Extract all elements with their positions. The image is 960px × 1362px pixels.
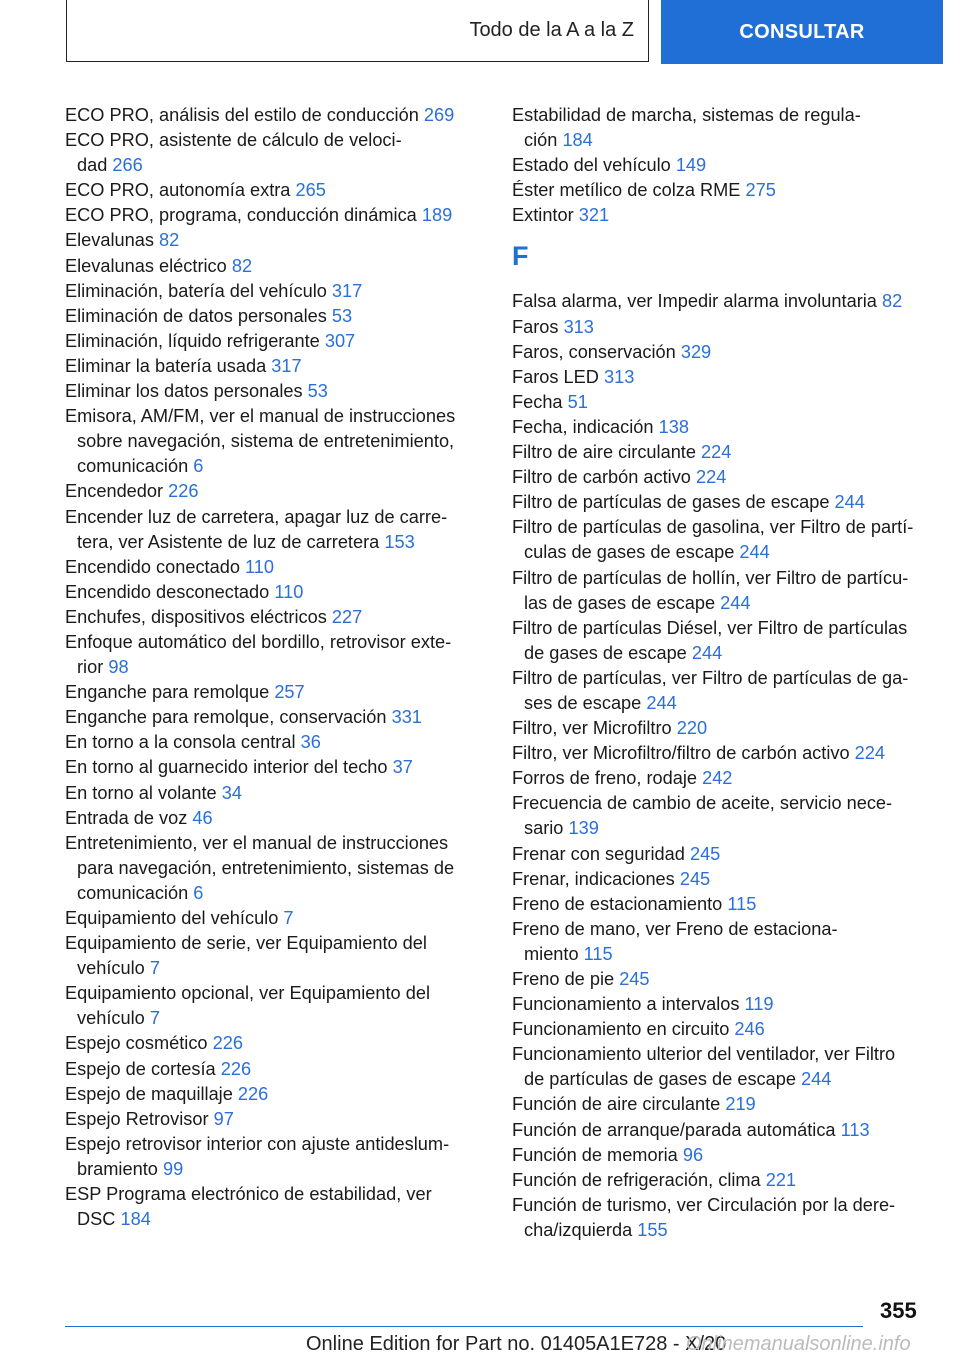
index-entry	[512, 1118, 932, 1143]
index-entry	[65, 605, 495, 630]
page-reference-link[interactable]: 110	[274, 581, 304, 602]
index-entry	[512, 616, 932, 666]
entry-text-line: Freno de mano, ver Freno de estaciona-	[512, 918, 838, 939]
entry-text-line: Filtro de aire circulante	[512, 442, 696, 463]
index-group-f	[512, 289, 932, 1243]
section-letter-heading: F	[512, 241, 529, 272]
index-entry	[65, 1057, 495, 1082]
entry-text-line: Función de refrigeración, clima	[512, 1169, 761, 1190]
entry-text-line: Funcionamiento ulterior del ventilador, ver Filtro	[512, 1044, 896, 1065]
entry-text-line: Filtro de partículas de gases de escape	[512, 492, 830, 513]
entry-text-line: Equipamiento de serie, ver Equipamiento del	[65, 933, 427, 954]
footer-divider	[65, 1326, 863, 1327]
index-entry	[65, 404, 495, 479]
page-reference-link[interactable]: 53	[331, 305, 353, 326]
entry-text-line: Espejo retrovisor interior con ajuste antideslum-	[65, 1133, 450, 1154]
index-entry	[512, 515, 932, 565]
page-reference-link[interactable]: 97	[213, 1108, 234, 1129]
page-reference-link[interactable]: 115	[583, 943, 613, 964]
entry-text-line: Enfoque automático del bordillo, retrovisor exte-	[65, 631, 452, 652]
index-column-left	[65, 103, 495, 1232]
index-group-e-continued	[512, 103, 932, 228]
page-reference-link[interactable]: 46	[192, 807, 213, 828]
index-entry	[65, 228, 495, 253]
page-reference-link[interactable]: 244	[834, 492, 865, 513]
entry-text-line: Función de turismo, ver Circulación por la dere-	[512, 1194, 896, 1215]
index-entry	[512, 390, 932, 415]
index-entry	[512, 315, 932, 340]
page-reference-link[interactable]: 224	[854, 743, 886, 764]
entry-text-line: Encendedor	[65, 481, 164, 502]
page-reference-link[interactable]: 269	[423, 105, 455, 125]
index-entry	[512, 1017, 932, 1042]
entry-text-line: Encendido desconectado	[65, 581, 270, 602]
page-reference-link[interactable]: 226	[168, 481, 199, 502]
entry-text-line: ECO PRO, programa, conducción dinámica	[65, 205, 417, 226]
index-entry	[512, 103, 932, 153]
page-reference-link[interactable]: 265	[295, 180, 326, 201]
index-entry	[65, 931, 495, 981]
page-reference-link[interactable]: 313	[563, 316, 594, 337]
entry-text-line: cha/izquierda	[524, 1219, 633, 1240]
tab-consultar[interactable]: CONSULTAR	[661, 0, 943, 64]
watermark-site: Onlinemanualsonline.info	[686, 1333, 911, 1355]
page-reference-link[interactable]: 36	[300, 732, 321, 753]
page-reference-link[interactable]: 149	[675, 155, 707, 176]
index-entry	[65, 555, 495, 580]
index-entry	[512, 892, 932, 917]
page-reference-link[interactable]: 184	[120, 1209, 151, 1230]
page-reference-link[interactable]: 244	[691, 642, 723, 663]
page-reference-link[interactable]: 138	[658, 416, 689, 437]
entry-text-line: ECO PRO, asistente de cálculo de veloci-	[65, 130, 402, 151]
page-reference-link[interactable]: 119	[744, 994, 774, 1015]
page-number: 355	[880, 1298, 917, 1323]
index-entry	[65, 128, 495, 178]
page-reference-link[interactable]: 220	[676, 718, 708, 739]
entry-text-line: culas de gases de escape	[524, 542, 735, 563]
index-entry	[512, 415, 932, 440]
index-entry	[65, 806, 495, 831]
index-entry	[65, 329, 495, 354]
page-reference-link[interactable]: 307	[324, 330, 356, 351]
entry-text-line: bramiento	[77, 1158, 158, 1179]
entry-text-line: Elevalunas eléctrico	[65, 255, 227, 276]
entry-text-line: Enganche para remolque	[65, 682, 270, 703]
page-reference-link[interactable]: 266	[112, 155, 143, 176]
index-entry	[65, 505, 495, 555]
entry-text-line: Filtro de carbón activo	[512, 467, 691, 488]
entry-text-line: En torno al volante	[65, 782, 217, 803]
entry-text-line: Funcionamiento a intervalos	[512, 994, 740, 1015]
entry-text-line: Eliminación de datos personales	[65, 305, 327, 326]
page-reference-link[interactable]: 331	[391, 707, 422, 728]
entry-text-line: En torno al guarnecido interior del techo	[65, 757, 388, 778]
index-entry	[65, 379, 495, 404]
index-entry	[512, 1193, 932, 1243]
page-reference-link[interactable]: 6	[193, 882, 204, 903]
index-entry	[65, 705, 495, 730]
entry-text-line: rior	[77, 657, 104, 678]
index-entry	[512, 153, 932, 178]
entry-text-line: Entrada de voz	[65, 807, 188, 828]
entry-text-line: En torno a la consola central	[65, 732, 296, 753]
page-reference-link[interactable]: 99	[162, 1158, 184, 1179]
index-entry	[65, 630, 495, 680]
page-reference-link[interactable]: 221	[765, 1169, 797, 1190]
index-entry	[65, 781, 495, 806]
entry-text-line: ECO PRO, análisis del estilo de conducción	[65, 105, 419, 125]
entry-text-line: Enchufes, dispositivos eléctricos	[65, 606, 327, 627]
index-entry	[512, 289, 932, 314]
index-entry	[512, 566, 932, 616]
entry-text-line: Filtro, ver Microfiltro	[512, 718, 672, 739]
index-entry	[65, 1031, 495, 1056]
index-entry	[512, 1042, 932, 1092]
page-reference-link[interactable]: 51	[567, 391, 588, 412]
entry-text-line: Faros, conservación	[512, 341, 676, 362]
entry-text-line: Espejo Retrovisor	[65, 1108, 209, 1129]
entry-text-line: Faros	[512, 316, 559, 337]
entry-text-line: Frecuencia de cambio de aceite, servicio nece-	[512, 793, 893, 814]
entry-text-line: Funcionamiento en circuito	[512, 1019, 730, 1040]
entry-text-line: Enganche para remolque, conservación	[65, 707, 387, 728]
index-entry	[512, 666, 932, 716]
entry-text-line: ción	[524, 130, 558, 151]
page-reference-link[interactable]: 321	[578, 205, 610, 226]
entry-text-line: DSC	[77, 1209, 116, 1230]
entry-text-line: Fecha	[512, 391, 563, 412]
entry-text-line: Función de memoria	[512, 1144, 678, 1165]
index-entry	[512, 1168, 932, 1193]
entry-text-line: Freno de estacionamiento	[512, 893, 723, 914]
entry-text-line: Función de arranque/parada automática	[512, 1119, 836, 1140]
page-reference-link[interactable]: 96	[682, 1144, 704, 1165]
page-reference-link[interactable]: 7	[149, 958, 160, 979]
index-entry	[65, 1182, 495, 1232]
page-reference-link[interactable]: 189	[421, 205, 453, 226]
entry-text-line: ses de escape	[524, 692, 642, 713]
page-reference-link[interactable]: 224	[701, 442, 732, 463]
page-reference-link[interactable]: 246	[734, 1019, 765, 1040]
page-reference-link[interactable]: 98	[108, 657, 129, 678]
entry-text-line: Éster metílico de colza RME	[512, 180, 741, 201]
entry-text-line: tera, ver Asistente de luz de carretera	[77, 531, 380, 552]
page-reference-link[interactable]: 244	[646, 692, 677, 713]
index-entry	[512, 178, 932, 203]
index-entry	[65, 103, 495, 128]
entry-text-line: Filtro de partículas, ver Filtro de partículas de ga-	[512, 667, 909, 688]
entry-text-line: Espejo cosmético	[65, 1033, 208, 1054]
entry-text-line: miento	[524, 943, 579, 964]
page-reference-link[interactable]: 329	[680, 341, 712, 362]
page-reference-link[interactable]: 82	[231, 255, 253, 276]
index-entry	[512, 741, 932, 766]
page-reference-link[interactable]: 257	[274, 682, 305, 703]
entry-text-line: Eliminar los datos personales	[65, 381, 303, 402]
index-entry	[512, 716, 932, 741]
index-entry	[65, 1107, 495, 1132]
page-reference-link[interactable]: 244	[801, 1069, 832, 1090]
entry-text-line: Filtro de partículas Diésel, ver Filtro de partículas	[512, 617, 908, 638]
page-reference-link[interactable]: 7	[149, 1008, 160, 1029]
entry-text-line: Eliminación, líquido refrigerante	[65, 330, 320, 351]
index-entry	[65, 304, 495, 329]
page-reference-link[interactable]: 53	[307, 381, 328, 402]
entry-text-line: Faros LED	[512, 366, 599, 387]
entry-text-line: Encender luz de carretera, apagar luz de carre-	[65, 506, 448, 527]
page-reference-link[interactable]: 37	[392, 757, 413, 778]
page-reference-link[interactable]: 115	[727, 893, 757, 914]
entry-text-line: Frenar con seguridad	[512, 843, 685, 864]
page-reference-link[interactable]: 224	[696, 467, 727, 488]
page-reference-link[interactable]: 245	[619, 969, 650, 989]
entry-text-line: Filtro de partículas de hollín, ver Filtro de partícu-	[512, 567, 909, 588]
page-reference-link[interactable]: 226	[212, 1033, 243, 1054]
entry-text-line: Fecha, indicación	[512, 416, 654, 437]
index-entry	[512, 365, 932, 390]
entry-text-line: las de gases de escape	[524, 592, 716, 613]
entry-text-line: Elevalunas	[65, 230, 154, 251]
page-reference-link[interactable]: 82	[881, 291, 903, 312]
index-entry	[512, 465, 932, 490]
page-reference-link[interactable]: 6	[193, 456, 204, 477]
entry-text-line: Encendido conectado	[65, 556, 240, 577]
page-reference-link[interactable]: 245	[689, 843, 721, 864]
index-entry	[512, 1092, 932, 1117]
index-entry	[512, 867, 932, 892]
page-reference-link[interactable]: 113	[840, 1119, 870, 1140]
index-entry	[65, 1132, 495, 1182]
index-entry	[65, 279, 495, 304]
index-entry	[65, 906, 495, 931]
entry-text-line: vehículo	[77, 958, 145, 979]
page-reference-link[interactable]: 139	[568, 818, 599, 839]
entry-text-line: comunicación	[77, 456, 189, 477]
entry-text-line: Freno de pie	[512, 969, 615, 989]
entry-text-line: Emisora, AM/FM, ver el manual de instrucciones	[65, 406, 456, 427]
page-reference-link[interactable]: 34	[221, 782, 242, 803]
index-entry	[512, 842, 932, 867]
entry-text-line: dad	[77, 155, 108, 176]
page-reference-link[interactable]: 219	[725, 1094, 756, 1115]
page-reference-link[interactable]: 275	[745, 180, 776, 201]
page-reference-link[interactable]: 313	[604, 366, 635, 387]
index-entry	[65, 580, 495, 605]
entry-text-line: Eliminación, batería del vehículo	[65, 280, 327, 301]
page-reference-link[interactable]: 226	[237, 1083, 269, 1104]
index-entry	[512, 340, 932, 365]
entry-text-line: sobre navegación, sistema de entretenimiento,	[77, 431, 455, 452]
page-reference-link[interactable]: 244	[739, 542, 770, 563]
page-reference-link[interactable]: 317	[331, 280, 363, 301]
index-entry	[512, 992, 932, 1017]
index-column-right	[512, 103, 932, 1243]
page-reference-link[interactable]: 7	[283, 908, 294, 928]
entry-text-line: Estabilidad de marcha, sistemas de regula-	[512, 105, 861, 125]
entry-text-line: de partículas de gases de escape	[524, 1069, 796, 1090]
entry-text-line: Eliminar la batería usada	[65, 355, 267, 376]
page-reference-link[interactable]: 317	[271, 355, 302, 376]
entry-text-line: Espejo de maquillaje	[65, 1083, 233, 1104]
index-entry	[65, 981, 495, 1031]
index-entry	[512, 440, 932, 465]
entry-text-line: Falsa alarma, ver Impedir alarma involuntaria	[512, 291, 877, 312]
entry-text-line: Función de aire circulante	[512, 1094, 721, 1115]
index-entry	[65, 755, 495, 780]
page-reference-link[interactable]: 110	[245, 556, 275, 577]
entry-text-line: de gases de escape	[524, 642, 687, 663]
entry-text-line: Extintor	[512, 205, 574, 226]
index-entry	[65, 831, 495, 906]
entry-text-line: Filtro de partículas de gasolina, ver Filtro de partí-	[512, 517, 914, 538]
page-reference-link[interactable]: 153	[384, 531, 415, 552]
top-navigation	[0, 0, 960, 64]
index-entry	[65, 354, 495, 379]
entry-text-line: Equipamiento del vehículo	[65, 908, 279, 928]
index-entry	[512, 766, 932, 791]
page-reference-link[interactable]: 245	[679, 868, 711, 889]
page-reference-link[interactable]: 244	[720, 592, 751, 613]
entry-text-line: Filtro, ver Microfiltro/filtro de carbón activo	[512, 743, 850, 764]
entry-text-line: sario	[524, 818, 564, 839]
entry-text-line: Frenar, indicaciones	[512, 868, 675, 889]
index-entry	[512, 791, 932, 841]
index-entry	[65, 178, 495, 203]
index-entry	[512, 203, 932, 228]
index-entry	[65, 1082, 495, 1107]
index-entry	[512, 967, 932, 992]
index-entry	[65, 730, 495, 755]
entry-text-line: Entretenimiento, ver el manual de instrucciones	[65, 832, 449, 853]
entry-text-line: para navegación, entretenimiento, sistemas de	[77, 857, 455, 878]
tab-index-a-z[interactable]: Todo de la A a la Z	[66, 0, 649, 62]
index-entry	[512, 917, 932, 967]
entry-text-line: ESP Programa electrónico de estabilidad, ver	[65, 1184, 432, 1205]
index-entry	[512, 490, 932, 515]
entry-text-line: Espejo de cortesía	[65, 1058, 216, 1079]
page-reference-link[interactable]: 227	[331, 606, 363, 627]
page-reference-link[interactable]: 242	[702, 768, 733, 789]
entry-text-line: comunicación	[77, 882, 189, 903]
index-entry	[65, 203, 495, 228]
entry-text-line: ECO PRO, autonomía extra	[65, 180, 291, 201]
index-entry	[65, 479, 495, 504]
entry-text-line: Estado del vehículo	[512, 155, 671, 176]
entry-text-line: vehículo	[77, 1008, 145, 1029]
entry-text-line: Equipamiento opcional, ver Equipamiento del	[65, 983, 430, 1004]
page-reference-link[interactable]: 226	[220, 1058, 252, 1079]
footer-edition: Online Edition for Part no. 01405A1E728 - X/20	[306, 1333, 727, 1355]
index-entry	[65, 254, 495, 279]
index-entry	[65, 680, 495, 705]
entry-text-line: Forros de freno, rodaje	[512, 768, 698, 789]
page-reference-link[interactable]: 184	[562, 130, 593, 151]
page-reference-link[interactable]: 82	[159, 230, 180, 251]
index-entry	[512, 1143, 932, 1168]
page-reference-link[interactable]: 155	[637, 1219, 668, 1240]
